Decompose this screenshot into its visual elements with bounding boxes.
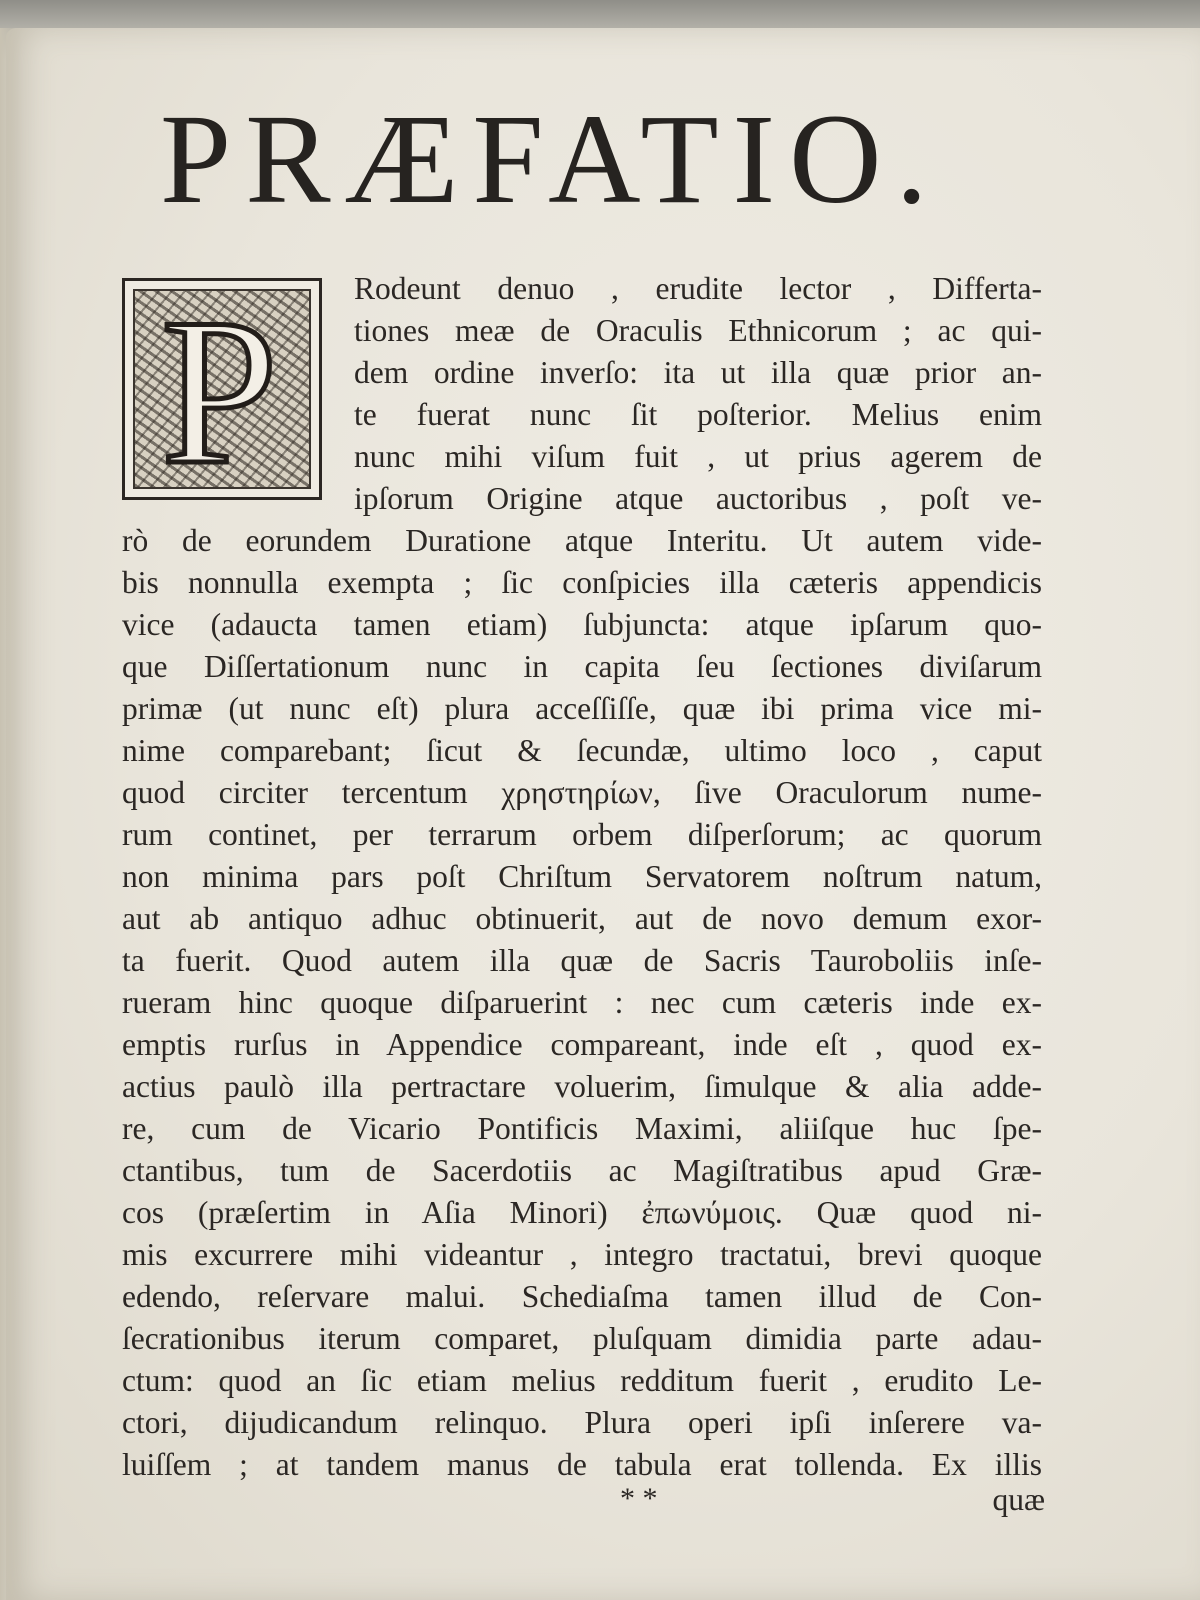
text-line: nime comparebant; ſicut & ſecundæ, ultimo loco , caput	[122, 733, 1042, 768]
text-line: tiones meæ de Oraculis Ethnicorum ; ac qui-	[354, 313, 1042, 348]
text-line: primæ (ut nunc eſt) plura acceſſiſſe, quæ ibi prima vice mi-	[122, 691, 1042, 726]
text-line: que Diſſertationum nunc in capita ſeu ſectiones diviſarum	[122, 649, 1042, 684]
drop-cap-letter: P	[161, 276, 278, 508]
preface-body	[122, 268, 1042, 1486]
page-title: PRÆFATIO.	[160, 88, 942, 230]
text-line: re, cum de Vicario Pontificis Maximi, aliiſque huc ſpe-	[122, 1111, 1042, 1146]
text-line: luiſſem ; at tandem manus de tabula erat tollenda. Ex illis	[122, 1447, 1042, 1482]
text-line: rueram hinc quoque diſparuerint : nec cum cæteris inde ex-	[122, 985, 1042, 1020]
text-line: ta fuerit. Quod autem illa quæ de Sacris Tauroboliis inſe-	[122, 943, 1042, 978]
text-line: ctantibus, tum de Sacerdotiis ac Magiſtratibus apud Græ-	[122, 1153, 1042, 1188]
text-line: aut ab antiquo adhuc obtinuerit, aut de novo demum exor-	[122, 901, 1042, 936]
text-line: rò de eorundem Duratione atque Interitu. Ut autem vide-	[122, 523, 1042, 558]
text-line: quod circiter tercentum χρηστηρίων, ſive Oraculorum nume-	[122, 775, 1042, 810]
text-line: emptis rurſus in Appendice compareant, inde eſt , quod ex-	[122, 1027, 1042, 1062]
text-line: vice (adaucta tamen etiam) ſubjuncta: atque ipſarum quo-	[122, 607, 1042, 642]
signature-mark: * *	[620, 1482, 658, 1515]
text-line: actius paulò illa pertractare voluerim, ſimulque & alia adde-	[122, 1069, 1042, 1104]
text-line: dem ordine inverſo: ita ut illa quæ prior an-	[354, 355, 1042, 390]
page-gutter-shadow	[0, 28, 22, 1600]
catchword: quæ	[992, 1482, 1045, 1517]
text-line: cos (præſertim in Aſia Minori) ἐπωνύμοις. Quæ quod ni-	[122, 1195, 1042, 1230]
text-line: te fuerat nunc ſit poſterior. Melius enim	[354, 397, 1042, 432]
text-line: mis excurrere mihi videantur , integro tractatui, brevi quoque	[122, 1237, 1042, 1272]
text-line: nunc mihi viſum fuit , ut prius agerem de	[354, 439, 1042, 474]
text-line: ctori, dijudicandum relinquo. Plura operi ipſi inſerere va-	[122, 1405, 1042, 1440]
text-line: ctum: quod an ſic etiam melius redditum fuerit , erudito Le-	[122, 1363, 1042, 1398]
text-line: ipſorum Origine atque auctoribus , poſt ve-	[354, 481, 1042, 516]
text-line: ſecrationibus iterum comparet, pluſquam dimidia parte adau-	[122, 1321, 1042, 1356]
text-line: Rodeunt denuo , erudite lector , Differta-	[354, 271, 1042, 306]
text-line: rum continet, per terrarum orbem diſperſorum; ac quorum	[122, 817, 1042, 852]
text-line: edendo, reſervare malui. Schediaſma tamen illud de Con-	[122, 1279, 1042, 1314]
text-line: non minima pars poſt Chriſtum Servatorem noſtrum natum,	[122, 859, 1042, 894]
text-line: bis nonnulla exempta ; ſic conſpicies illa cæteris appendicis	[122, 565, 1042, 600]
